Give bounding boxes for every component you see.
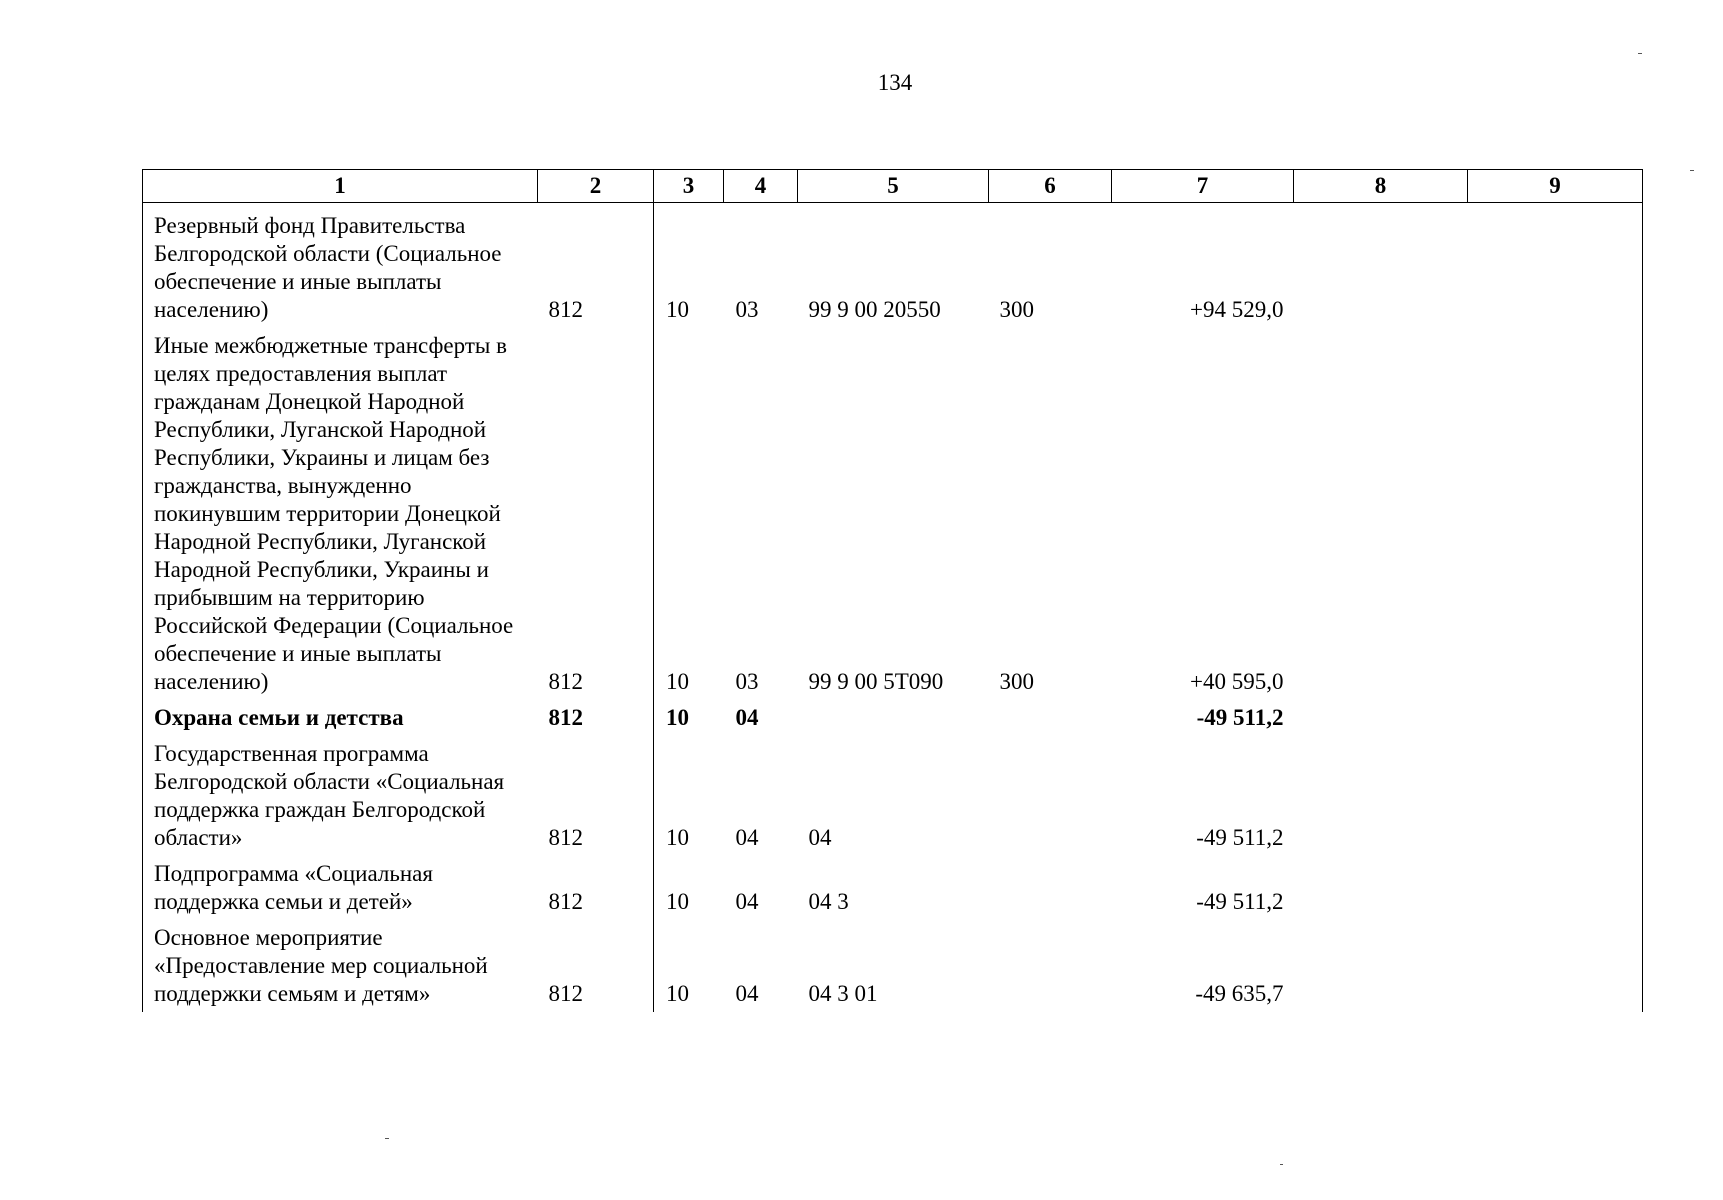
row-subsection: 03 — [735, 669, 759, 694]
row-target-article: 99 9 00 5Т090 — [808, 669, 944, 694]
row-expense-type — [989, 736, 1112, 856]
table-row — [143, 736, 1643, 856]
table-row — [143, 328, 1643, 700]
scan-speck — [1690, 170, 1694, 171]
row-expense-type — [989, 700, 1112, 736]
row-col8 — [1294, 203, 1468, 329]
row-amount: -49 511,2 — [1196, 889, 1284, 914]
row-section: 10 — [666, 981, 689, 1006]
table-row — [143, 920, 1643, 1012]
row-amount: -49 511,2 — [1196, 705, 1284, 730]
row-target-article — [798, 700, 989, 736]
row-amount: +40 595,0 — [1190, 669, 1284, 694]
row-col9 — [1468, 736, 1643, 856]
row-col8 — [1294, 920, 1468, 1012]
row-code: 812 — [538, 328, 654, 700]
header-col-7: 7 — [1112, 170, 1294, 203]
row-expense-type: 300 — [999, 297, 1034, 322]
row-name: Основное мероприятие «Предоставление мер социальной поддержки семьям и детям» — [143, 920, 538, 1012]
row-amount: +94 529,0 — [1190, 297, 1284, 322]
row-subsection: 04 — [735, 889, 759, 914]
row-subsection: 04 — [735, 981, 759, 1006]
row-name: Охрана семьи и детства — [143, 700, 538, 736]
row-name: Резервный фонд Правительства Белгородской области (Социальное обеспечение и иные выплаты населению) — [143, 203, 538, 329]
row-subsection: 04 — [735, 705, 759, 730]
scan-speck — [1280, 1164, 1283, 1165]
row-col9 — [1468, 328, 1643, 700]
header-col-3: 3 — [654, 170, 724, 203]
header-col-6: 6 — [989, 170, 1112, 203]
row-target-article: 04 — [808, 825, 832, 850]
row-code: 812 — [538, 203, 654, 329]
header-col-5: 5 — [798, 170, 989, 203]
row-amount: -49 635,7 — [1195, 981, 1284, 1006]
row-col9 — [1468, 203, 1643, 329]
table-row — [143, 700, 1643, 736]
scan-speck — [1638, 53, 1642, 54]
header-col-8: 8 — [1294, 170, 1468, 203]
row-col8 — [1294, 328, 1468, 700]
row-amount: -49 511,2 — [1196, 825, 1284, 850]
header-col-2: 2 — [538, 170, 654, 203]
table-body — [143, 203, 1643, 1013]
row-name: Подпрограмма «Социальная поддержка семьи и детей» — [143, 856, 538, 920]
row-subsection: 04 — [735, 825, 759, 850]
row-name: Государственная программа Белгородской области «Социальная поддержка граждан Белгородской области» — [143, 736, 538, 856]
header-col-9: 9 — [1468, 170, 1643, 203]
table-row — [143, 856, 1643, 920]
row-expense-type: 300 — [999, 669, 1034, 694]
row-target-article: 04 3 — [808, 889, 849, 914]
row-section: 10 — [666, 669, 689, 694]
scan-speck — [385, 1138, 389, 1139]
page-number: 134 — [877, 70, 913, 95]
row-code: 812 — [538, 856, 654, 920]
row-target-article: 04 3 01 — [808, 981, 878, 1006]
table-row — [143, 203, 1643, 329]
row-col9 — [1468, 856, 1643, 920]
header-col-1: 1 — [143, 170, 538, 203]
header-row — [143, 170, 1643, 203]
row-col8 — [1294, 856, 1468, 920]
row-col9 — [1468, 700, 1643, 736]
row-expense-type — [989, 920, 1112, 1012]
budget-table-container — [142, 169, 1642, 1012]
row-section: 10 — [666, 705, 689, 730]
table-header — [143, 170, 1643, 203]
row-section: 10 — [666, 825, 689, 850]
row-expense-type — [989, 856, 1112, 920]
row-col8 — [1294, 736, 1468, 856]
budget-table — [142, 169, 1643, 1012]
row-code: 812 — [538, 920, 654, 1012]
row-section: 10 — [666, 889, 689, 914]
row-target-article: 99 9 00 20550 — [808, 297, 941, 322]
row-name: Иные межбюджетные трансферты в целях предоставления выплат гражданам Донецкой Народной Республики, Луганской Народной Республики, Украины и лицам без гражданства, вынужденно покинувшим территории Донецкой Народной Республики, Луганской Народной Республики, Украины и прибывшим на территорию Российской Федерации (Социальное обеспечение и иные выплаты населению) — [143, 328, 538, 700]
header-col-4: 4 — [724, 170, 798, 203]
row-subsection: 03 — [735, 297, 759, 322]
row-code: 812 — [538, 736, 654, 856]
row-col8 — [1294, 700, 1468, 736]
row-col9 — [1468, 920, 1643, 1012]
row-section: 10 — [666, 297, 689, 322]
row-code: 812 — [538, 700, 654, 736]
